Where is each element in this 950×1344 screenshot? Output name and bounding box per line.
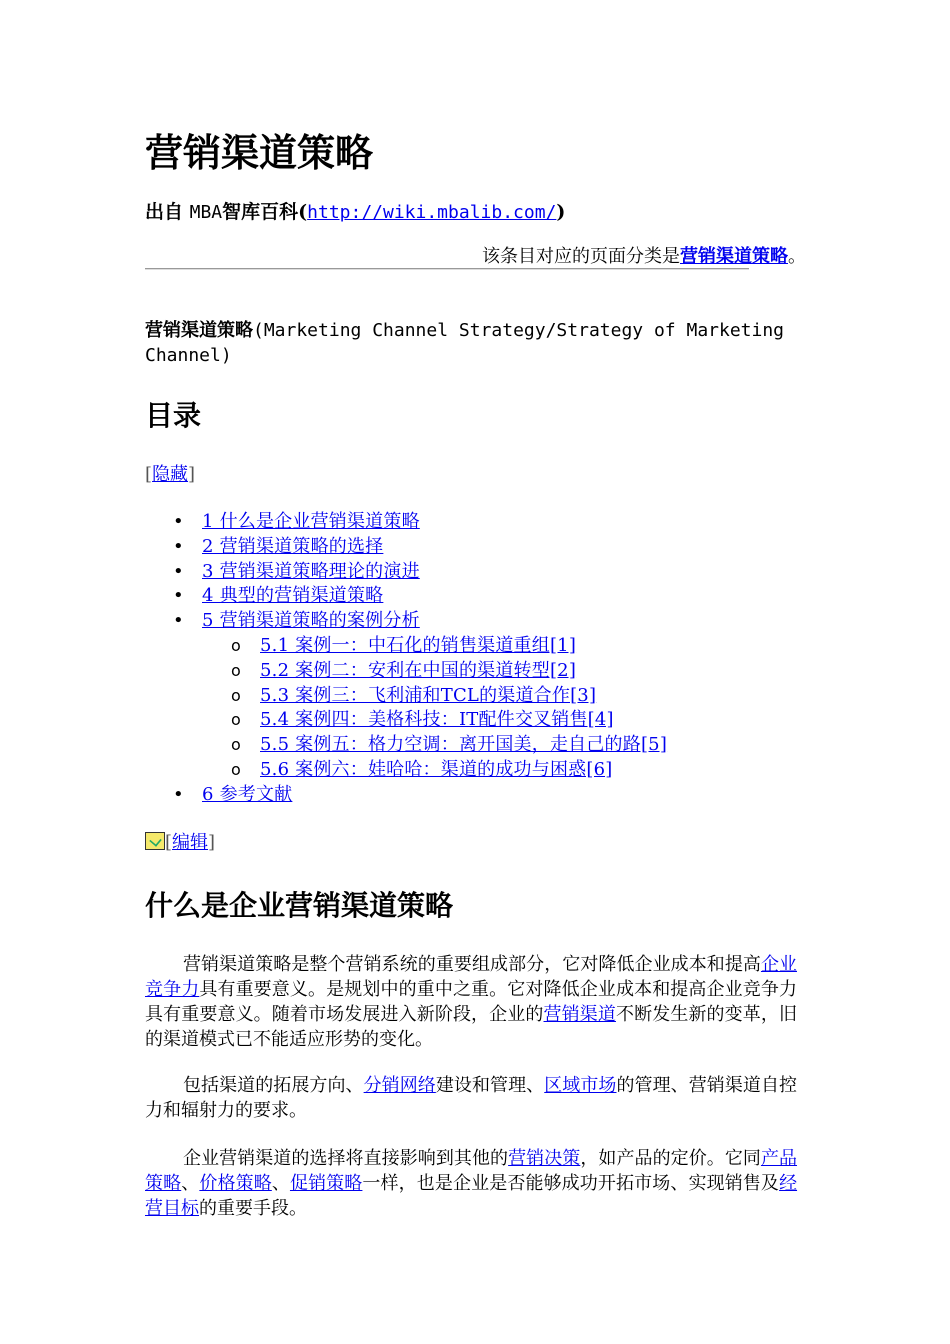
toc-sub-bullet: o: [231, 735, 241, 755]
p1-text-2: 具有重要意义。是规划中的重中之重。它对降低企业成本和提高企业竞争力具有重要意义。随着市场发展进入新阶段，企业的: [145, 979, 797, 1025]
source-line: [145, 198, 565, 227]
toc-link-5-1[interactable]: 5.1 案例一：中石化的销售渠道重组[1]: [260, 634, 577, 656]
edit-link[interactable]: 编辑: [172, 832, 209, 853]
p1-text-3: 不断发生新的变革，旧的渠道模式已不能适应形势的变化。: [145, 1004, 798, 1050]
toc-bullet: •: [173, 585, 184, 607]
toc-item: [145, 535, 667, 560]
p3-text-4: 、: [271, 1173, 290, 1194]
intro-line: [145, 318, 785, 368]
paragraph-2: [145, 1073, 797, 1123]
toc-item: [145, 510, 667, 535]
toc-sub-bullet: o: [231, 685, 241, 705]
toc-item: [145, 584, 667, 609]
toc-subitem: [145, 634, 667, 659]
intro-en: (Marketing Channel Strategy/Strategy of Marketing Channel): [145, 320, 785, 366]
toc-sub-bullet: o: [231, 710, 241, 730]
link-product-strategy[interactable]: 产品策略: [145, 1148, 798, 1194]
toc-bullet: •: [173, 511, 184, 532]
toc-hide-link[interactable]: 隐藏: [152, 464, 189, 485]
toc-subitem: [145, 708, 667, 733]
link-promotion-strategy[interactable]: 促销策略: [289, 1173, 363, 1194]
toc-item: [145, 783, 667, 808]
p3-text-5: 一样，也是企业是否能够成功开拓市场、实现销售及: [362, 1173, 780, 1194]
toc-link-5[interactable]: 5 营销渠道策略的案例分析: [202, 610, 420, 632]
toc-sub-bullet: o: [231, 660, 241, 680]
page-title: 营销渠道策略: [145, 130, 374, 175]
toc-title: 目录: [145, 399, 202, 432]
toc-subitem: [145, 684, 667, 709]
p1-text-1: 营销渠道策略是整个营销系统的重要组成部分，它对降低企业成本和提高: [183, 954, 761, 975]
toc-sub-bullet: o: [231, 759, 241, 779]
p3-text-1: 企业营销渠道的选择将直接影响到其他的: [183, 1148, 509, 1169]
intro-cn: 营销渠道策略: [145, 320, 253, 341]
toc-link-5-5[interactable]: 5.5 案例五：格力空调：离开国美，走自己的路[5]: [260, 734, 668, 756]
category-line: [482, 244, 806, 270]
toc-hide-open: [: [145, 464, 153, 485]
toc-link-2[interactable]: 2 营销渠道策略的选择: [202, 535, 384, 557]
toc-link-1[interactable]: 1 什么是企业营销渠道策略: [202, 511, 420, 532]
toc-subitem: [145, 758, 667, 783]
p2-text-1: 包括渠道的拓展方向、: [183, 1075, 364, 1096]
p3-text-6: 的重要手段。: [199, 1198, 307, 1219]
paragraph-3: [145, 1146, 797, 1221]
toc-bullet: •: [173, 535, 184, 557]
toc-list: [145, 510, 667, 808]
link-price-strategy[interactable]: 价格策略: [199, 1173, 272, 1194]
p2-text-2: 建设和管理、: [435, 1075, 545, 1096]
toc-link-5-2[interactable]: 5.2 案例二：安利在中国的渠道转型[2]: [260, 659, 577, 681]
edit-open: [: [165, 832, 173, 853]
toc-link-5-3[interactable]: 5.3 案例三：飞利浦和TCL的渠道合作[3]: [260, 684, 597, 706]
paragraph-1: [145, 952, 797, 1052]
section-title: 什么是企业营销渠道策略: [145, 889, 454, 922]
source-mba: MBA: [189, 202, 223, 223]
link-enterprise-competitiveness[interactable]: 企业竞争力: [145, 954, 797, 1000]
toc-hide-toggle: [145, 462, 195, 488]
link-marketing-channel[interactable]: 营销渠道: [543, 1004, 616, 1025]
edit-close: ]: [208, 832, 216, 853]
category-suffix: 。: [788, 246, 806, 267]
link-distribution-network[interactable]: 分销网络: [363, 1075, 436, 1096]
toc-bullet: •: [173, 610, 184, 632]
link-business-goal[interactable]: 经营目标: [145, 1173, 798, 1219]
toc-bullet: •: [173, 783, 184, 805]
toc-subitem: [145, 733, 667, 758]
toc-link-5-6[interactable]: 5.6 案例六：娃哈哈：渠道的成功与困惑[6]: [260, 758, 613, 780]
toc-item: [145, 560, 667, 585]
toc-link-4[interactable]: 4 典型的营销渠道策略: [202, 585, 384, 607]
source-name: 智库百科(: [222, 201, 308, 223]
p3-text-3: 、: [181, 1173, 200, 1194]
toc-link-3[interactable]: 3 营销渠道策略理论的演进: [202, 560, 420, 582]
category-link[interactable]: 营销渠道策略: [680, 246, 788, 267]
edit-section: [145, 830, 215, 856]
edit-icon[interactable]: [145, 832, 165, 850]
toc-link-5-4[interactable]: 5.4 案例四：美格科技：IT配件交叉销售[4]: [260, 709, 614, 731]
toc-sub-bullet: o: [231, 635, 241, 655]
p2-text-3: 的管理、营销渠道自控力和辐射力的要求。: [145, 1075, 798, 1121]
source-close: ): [556, 201, 566, 223]
source-url-link[interactable]: http://wiki.mbalib.com/: [307, 202, 557, 223]
source-prefix: 出自: [145, 201, 190, 223]
toc-bullet: •: [173, 560, 184, 582]
link-marketing-decision[interactable]: 营销决策: [508, 1148, 581, 1169]
category-prefix: 该条目对应的页面分类是: [482, 246, 680, 267]
toc-subitem: [145, 659, 667, 684]
header-divider: [145, 268, 749, 270]
toc-link-6[interactable]: 6 参考文献: [202, 783, 293, 805]
p3-text-2: ，如产品的定价。它同: [580, 1148, 761, 1169]
toc-item: [145, 609, 667, 634]
link-regional-market[interactable]: 区域市场: [544, 1075, 617, 1096]
toc-hide-close: ]: [188, 464, 196, 485]
